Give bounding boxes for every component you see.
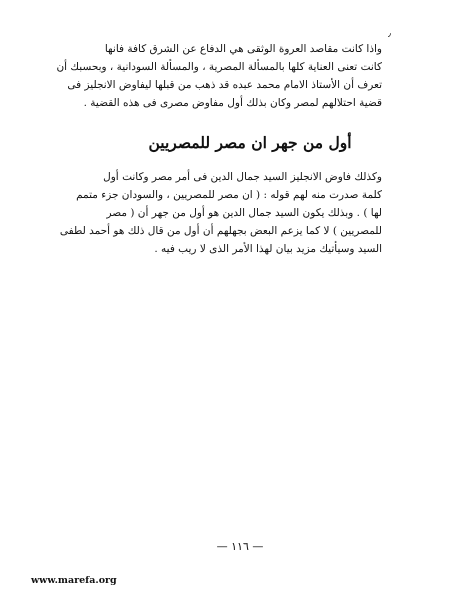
paragraph-2 [59, 168, 382, 258]
paragraph-line: وكذلك فاوض الانجليز السيد جمال الدين فى أمر مصر وكانت أول [103, 171, 382, 183]
paragraph-line: لها ) . وبذلك يكون السيد جمال الدين هو أول من جهر أن ( مصر [106, 207, 382, 219]
website-watermark: www.marefa.org [31, 575, 117, 586]
section-heading: أول من جهر ان مصر للمصريين [148, 133, 352, 152]
corner-mark: ٫ [388, 29, 391, 39]
page-number: — ١١٦ — [216, 540, 264, 553]
paragraph-1 [56, 40, 382, 112]
paragraph-line: كلمة صدرت منه لهم قوله : ( ان مصر للمصريين ، والسودان جزء متمم [76, 189, 382, 201]
paragraph-line: قضية احتلالهم لمصر وكان بذلك أول مفاوض مصرى فى هذه القضية . [83, 97, 382, 109]
paragraph-line: للمصريين ) لا كما يزعم البعض بجهلهم أن أول من قال ذلك هو أحمد لطفى [59, 225, 382, 237]
paragraph-line: تعرف أن الأستاذ الامام محمد عبده قد ذهب من قبلها ليفاوض الانجليز فى [67, 79, 382, 91]
paragraph-line: كانت تعنى العناية كلها بالمسألة المصرية ، والمسألة السودانية ، وبحسبك أن [56, 61, 382, 73]
paragraph-line: السيد وسيأتيك مزيد بيان لهذا الأمر الذى لا ريب فيه . [154, 243, 382, 255]
paragraph-line: واذا كانت مقاصد العروة الوثقى هي الدفاع عن الشرق كافة فانها [104, 43, 382, 55]
